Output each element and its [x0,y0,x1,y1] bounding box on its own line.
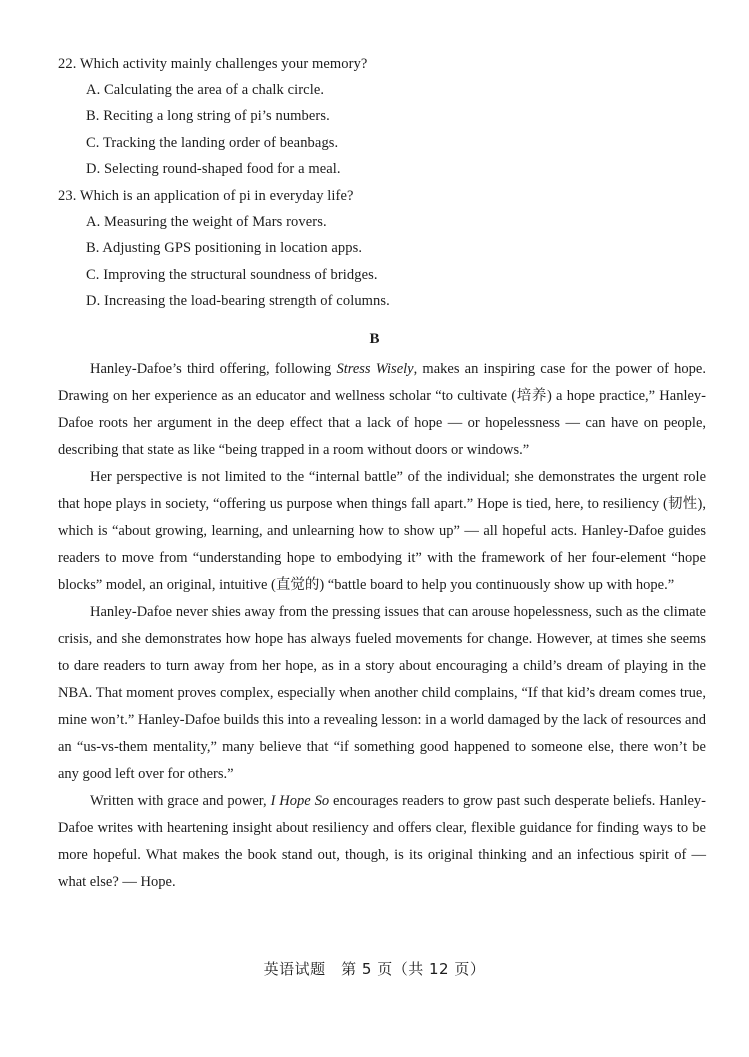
book-title-i-hope-so: I Hope So [270,793,330,809]
passage-text: Written with grace and power, [90,793,271,809]
passage-text: Her perspective is not limited to the “internal battle” of the individual; she demonstrates the urgent role that hope plays in society, “offering us purpose when things fall apart.” Hope is tied, here, to resiliency (韧性), which is “about growing, learning, and unlearning how to show up” — all hopeful acts. Hanley-Dafoe guides readers to move from “understanding hope to embodying it” with the framework of her four-element “hope blocks” model, an original, intuitive (直觉的) “battle board to help you continuously show up with hope.” [58,469,706,593]
question-22-option-d: D. Selecting round-shaped food for a meal. [86,161,341,177]
question-23-option-b: B. Adjusting GPS positioning in location apps. [86,240,363,256]
passage-paragraph [58,788,706,896]
passage-text: encourages readers to grow past such desperate beliefs. Hanley-Dafoe writes with heartening insight about resiliency and offers clear, flexible guidance for finding ways to be more hopeful. What makes the book stand out, though, is its original thinking and an infectious spirit of — what else? — Hope. [58,793,706,890]
question-23-option-d: D. Increasing the load-bearing strength of columns. [86,293,390,309]
page-footer: 英语试题 第 5 页（共 12 页） [263,960,486,978]
section-title: B [369,331,380,347]
passage-paragraph [58,599,706,788]
question-23-option-a: A. Measuring the weight of Mars rovers. [86,214,327,230]
question-23-option-c: C. Improving the structural soundness of bridges. [86,267,378,283]
passage-text: Hanley-Dafoe never shies away from the pressing issues that can arouse hopelessness, such as the climate crisis, and she demonstrates how hope has always fueled movements for change. However, at times she seems to dare readers to turn away from her hope, as in a story about encouraging a child’s dream of playing in the NBA. That moment proves complex, especially when another child complains, “If that kid’s dream comes true, mine won’t.” Hanley-Dafoe builds this into a revealing lesson: in a world damaged by the lack of resources and an “us-vs-them mentality,” many believe that “if something good happened to someone else, there won’t be any good left over for others.” [58,604,706,782]
question-22-option-c: C. Tracking the landing order of beanbags. [86,135,339,151]
passage-text: , makes an inspiring case for the power of hope. Drawing on her experience as an educator and wellness scholar “to cultivate (培养) a hope practice,” Hanley-Dafoe roots her argument in the deep effect that a lack of hope — or hopelessness — can have on people, describing that state as like “being trapped in a room without doors or windows.” [58,361,706,458]
passage-paragraph [58,464,706,599]
question-23-stem: 23. Which is an application of pi in everyday life? [58,188,354,204]
question-22-stem: 22. Which activity mainly challenges your memory? [58,56,368,72]
book-title-stress-wisely: Stress Wisely [336,361,414,377]
question-22-option-a: A. Calculating the area of a chalk circle. [86,82,325,98]
reading-passage [58,356,706,896]
question-22-option-b: B. Reciting a long string of pi’s numbers. [86,108,330,124]
passage-text: Hanley-Dafoe’s third offering, following [90,361,337,377]
passage-paragraph [58,356,706,464]
